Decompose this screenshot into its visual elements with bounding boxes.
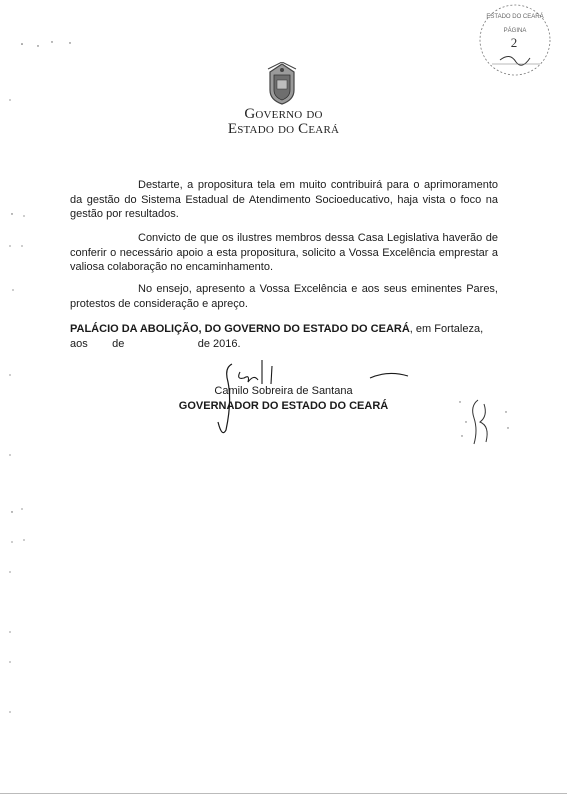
- paragraph-3: No ensejo, apresento a Vossa Excelência e aos seus eminentes Pares, protestos de consideração e apreço.: [70, 283, 498, 310]
- closing-palace: PALÁCIO DA ABOLIÇÃO, DO GOVERNO DO ESTADO DO CEARÁ: [70, 323, 410, 335]
- margin-rubric: [440, 392, 520, 452]
- closing-statement: [70, 322, 498, 351]
- bottom-rule: [0, 793, 567, 794]
- coat-of-arms-icon: [264, 62, 300, 106]
- stamp-label: PÁGINA: [503, 28, 527, 34]
- header-title-line2: Estado do Ceará: [227, 121, 340, 137]
- page-stamp: [470, 2, 560, 82]
- signatory-name: Camilo Sobreira de Santana: [214, 385, 353, 397]
- paragraph-1: Destarte, a propositura tela em muito contribuirá para o aprimoramento da gestão do Sistema Estadual de Atendimento Socioeducativo, haja vista o foco na gestão por resultados.: [70, 179, 498, 220]
- closing-date: , em Fortaleza, aos de de 2016.: [70, 323, 487, 350]
- handwritten-signature: [170, 352, 420, 442]
- stamp-text: ESTADO DO CEARÁ: [486, 14, 544, 20]
- stamp-page-number: 2: [510, 35, 518, 50]
- signatory-title: GOVERNADOR DO ESTADO DO CEARÁ: [178, 400, 389, 412]
- paragraph-2: Convicto de que os ilustres membros dessa Casa Legislativa haverão de conferir o necessário apoio a esta propositura, solicito a Vossa Excelência emprestar a valiosa colaboração no encaminhamento.: [70, 232, 498, 273]
- header-title-line1: Governo do: [244, 106, 323, 122]
